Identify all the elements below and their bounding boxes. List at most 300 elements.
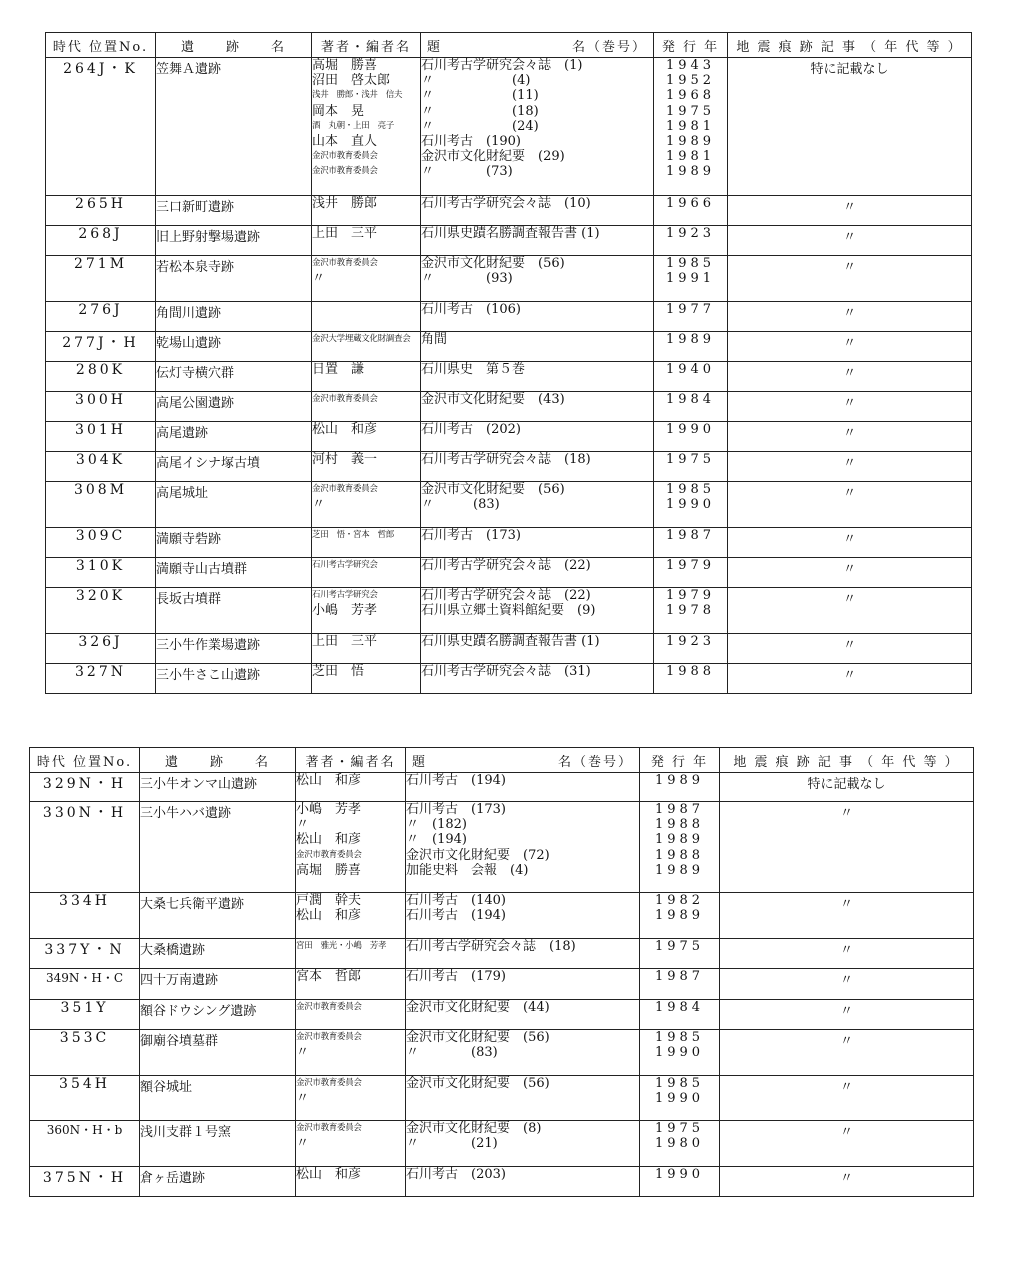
header-era-loc: 時代 位置No. bbox=[30, 748, 140, 773]
header-title-right: 名（巻号） bbox=[557, 754, 633, 770]
author-line: 金沢市教育委員会 bbox=[296, 1032, 362, 1042]
header-year: 発 行 年 bbox=[654, 33, 728, 58]
cell-titles bbox=[406, 802, 640, 893]
cell-note: 〃 bbox=[720, 939, 974, 969]
table-row bbox=[30, 1167, 974, 1197]
cell-years bbox=[640, 1167, 720, 1197]
year-line: 1985 bbox=[654, 1076, 705, 1091]
title-line: 石川考古 (179) bbox=[406, 969, 506, 984]
year-line: 1981 bbox=[665, 118, 716, 134]
cell-authors bbox=[296, 939, 406, 969]
title-line: 〃 (83) bbox=[421, 497, 500, 513]
cell-authors bbox=[312, 558, 421, 588]
table-body-2 bbox=[30, 773, 974, 1197]
year-line: 1984 bbox=[665, 392, 716, 407]
table-row bbox=[30, 1076, 974, 1121]
author-line: 金沢市教育委員会 bbox=[296, 1123, 362, 1133]
table-row bbox=[30, 773, 974, 802]
title-line: 〃 (83) bbox=[406, 1045, 498, 1061]
cell-site: 旧上野射撃場遺跡 bbox=[156, 226, 312, 256]
title-line: 〃 (194) bbox=[406, 832, 467, 848]
author-line: 〃 bbox=[296, 1045, 310, 1061]
cell-titles bbox=[421, 558, 654, 588]
title-line: 〃 (11) bbox=[421, 88, 539, 104]
table-row bbox=[46, 664, 972, 694]
title-line: 石川考古 (173) bbox=[421, 528, 521, 543]
cell-note: 〃 bbox=[720, 802, 974, 893]
cell-note: 〃 bbox=[728, 558, 972, 588]
table-row bbox=[30, 939, 974, 969]
author-line: 宮田 雅光・小嶋 芳孝 bbox=[296, 941, 387, 951]
author-line: 金沢市教育委員会 bbox=[312, 394, 378, 404]
table-row bbox=[46, 588, 972, 634]
cell-code: 349N・H・C bbox=[30, 969, 140, 1000]
title-line: 石川考古 (106) bbox=[421, 302, 521, 317]
cell-titles bbox=[406, 893, 640, 939]
title-line: 石川県史 第５巻 bbox=[421, 362, 526, 377]
cell-note: 〃 bbox=[728, 664, 972, 694]
title-line: 金沢市文化財紀要 (8) bbox=[406, 1121, 542, 1136]
author-line: 〃 bbox=[296, 1136, 310, 1152]
year-line: 1984 bbox=[654, 1000, 705, 1015]
year-line: 1980 bbox=[654, 1136, 705, 1152]
author-line: 金沢市教育委員会 bbox=[296, 1002, 362, 1012]
cell-years bbox=[654, 558, 728, 588]
cell-years bbox=[640, 969, 720, 1000]
title-line: 〃 (18) bbox=[421, 103, 539, 119]
cell-years bbox=[640, 802, 720, 893]
table-row bbox=[30, 893, 974, 939]
cell-titles bbox=[406, 773, 640, 802]
cell-note: 〃 bbox=[728, 362, 972, 392]
author-line: 日置 謙 bbox=[312, 362, 365, 377]
year-line: 1987 bbox=[654, 802, 705, 817]
cell-note: 〃 bbox=[720, 1121, 974, 1167]
title-line: 〃 (21) bbox=[406, 1136, 498, 1152]
title-line: 〃 (4) bbox=[421, 73, 531, 89]
cell-code: 329N・H bbox=[30, 773, 140, 802]
cell-years bbox=[654, 634, 728, 664]
title-line: 金沢市文化財紀要 (56) bbox=[421, 482, 565, 497]
year-line: 1988 bbox=[665, 664, 716, 679]
author-line: 金沢市教育委員会 bbox=[296, 1078, 362, 1088]
year-line: 1952 bbox=[665, 73, 716, 89]
title-line: 金沢市文化財紀要 (56) bbox=[406, 1076, 550, 1091]
year-line: 1988 bbox=[654, 817, 705, 833]
year-line: 1966 bbox=[665, 196, 716, 211]
cell-note: 〃 bbox=[728, 332, 972, 362]
title-line: 石川考古学研究会々誌 (10) bbox=[421, 196, 591, 211]
cell-titles bbox=[421, 482, 654, 528]
title-line: 金沢市文化財紀要 (56) bbox=[421, 256, 565, 271]
year-line: 1987 bbox=[654, 969, 705, 984]
cell-note: 〃 bbox=[728, 196, 972, 226]
year-line: 1943 bbox=[665, 58, 716, 73]
author-line: 河村 義一 bbox=[312, 452, 378, 467]
author-line: 上田 三平 bbox=[312, 634, 378, 649]
cell-years bbox=[654, 256, 728, 302]
cell-site: 額谷ドウシング遺跡 bbox=[140, 1000, 296, 1030]
table-row bbox=[46, 558, 972, 588]
cell-site: 四十万南遺跡 bbox=[140, 969, 296, 1000]
cell-code: 300H bbox=[46, 392, 156, 422]
cell-authors bbox=[312, 362, 421, 392]
title-line: 石川考古学研究会々誌 (18) bbox=[421, 452, 591, 467]
year-line: 1923 bbox=[665, 634, 716, 649]
header-note: 地 震 痕 跡 記 事 （ 年 代 等 ） bbox=[728, 33, 972, 58]
cell-titles bbox=[421, 588, 654, 634]
cell-site: 御廟谷墳墓群 bbox=[140, 1030, 296, 1076]
year-line: 1989 bbox=[665, 164, 716, 180]
cell-titles bbox=[406, 1030, 640, 1076]
year-line: 1968 bbox=[665, 88, 716, 104]
table-header bbox=[46, 33, 972, 58]
author-line: 松山 和彦 bbox=[296, 908, 362, 924]
cell-titles bbox=[421, 226, 654, 256]
cell-site: 三小牛オンマ山遺跡 bbox=[140, 773, 296, 802]
cell-titles bbox=[421, 422, 654, 452]
author-line: 金沢市教育委員会 bbox=[296, 849, 362, 860]
header-title-left: 題 bbox=[412, 754, 428, 770]
title-line: 金沢市文化財紀要 (29) bbox=[421, 149, 565, 165]
records-table-1 bbox=[45, 32, 972, 694]
cell-authors bbox=[296, 773, 406, 802]
title-line: 石川県立郷土資料館紀要 (9) bbox=[421, 603, 596, 619]
title-line: 石川県史蹟名勝調査報告書 (1) bbox=[421, 226, 600, 241]
cell-authors bbox=[296, 893, 406, 939]
author-line: 芝田 悟・宮本 哲郎 bbox=[312, 530, 395, 540]
year-line: 1977 bbox=[665, 302, 716, 317]
cell-code: 330N・H bbox=[30, 802, 140, 893]
author-line: 金沢市教育委員会 bbox=[312, 151, 378, 162]
year-line: 1975 bbox=[654, 1121, 705, 1136]
cell-code: 326J bbox=[46, 634, 156, 664]
author-line: 〃 bbox=[296, 1091, 310, 1107]
header-author: 著者・編者名 bbox=[312, 33, 421, 58]
title-line: 〃 (93) bbox=[421, 271, 513, 287]
author-line: 浅井 勝郎 bbox=[312, 196, 378, 211]
cell-code: 271M bbox=[46, 256, 156, 302]
cell-note: 特に記載なし bbox=[728, 58, 972, 196]
cell-years bbox=[640, 1000, 720, 1030]
table-row bbox=[46, 332, 972, 362]
cell-code: 265H bbox=[46, 196, 156, 226]
cell-site: 伝灯寺横穴群 bbox=[156, 362, 312, 392]
cell-note: 〃 bbox=[728, 226, 972, 256]
author-line: 石川考古学研究会 bbox=[312, 590, 378, 600]
table-row bbox=[46, 482, 972, 528]
cell-code: 353C bbox=[30, 1030, 140, 1076]
table-row bbox=[46, 256, 972, 302]
cell-note: 〃 bbox=[720, 893, 974, 939]
cell-years bbox=[654, 362, 728, 392]
cell-site: 角間川遺跡 bbox=[156, 302, 312, 332]
cell-titles bbox=[421, 392, 654, 422]
cell-note: 〃 bbox=[728, 452, 972, 482]
cell-site: 高尾遺跡 bbox=[156, 422, 312, 452]
cell-code: 309C bbox=[46, 528, 156, 558]
year-line: 1987 bbox=[665, 528, 716, 543]
cell-titles bbox=[406, 969, 640, 1000]
cell-authors bbox=[312, 452, 421, 482]
records-table-2 bbox=[29, 747, 974, 1197]
table-row bbox=[46, 362, 972, 392]
title-line: 石川考古 (202) bbox=[421, 422, 521, 437]
cell-years bbox=[654, 392, 728, 422]
cell-titles bbox=[421, 302, 654, 332]
title-line: 石川県史蹟名勝調査報告書 (1) bbox=[421, 634, 600, 649]
cell-note: 〃 bbox=[728, 482, 972, 528]
author-line: 芝田 悟 bbox=[312, 664, 365, 679]
cell-code: 337Y・N bbox=[30, 939, 140, 969]
author-line: 岡本 晃 bbox=[312, 103, 365, 119]
author-line: 松山 和彦 bbox=[296, 832, 362, 848]
cell-site: 高尾公園遺跡 bbox=[156, 392, 312, 422]
year-line: 1975 bbox=[665, 452, 716, 467]
cell-note: 〃 bbox=[728, 588, 972, 634]
cell-years bbox=[654, 588, 728, 634]
table-row bbox=[46, 392, 972, 422]
cell-years bbox=[640, 1030, 720, 1076]
cell-authors bbox=[312, 422, 421, 452]
cell-site: 満願寺山古墳群 bbox=[156, 558, 312, 588]
cell-titles bbox=[421, 452, 654, 482]
cell-authors bbox=[312, 332, 421, 362]
cell-site: 三小牛ハバ遺跡 bbox=[140, 802, 296, 893]
author-line: 金沢市教育委員会 bbox=[312, 484, 378, 494]
year-line: 1978 bbox=[665, 603, 716, 619]
title-line: 石川考古 (203) bbox=[406, 1167, 506, 1182]
author-line: 〃 bbox=[296, 817, 310, 833]
cell-site: 満願寺砦跡 bbox=[156, 528, 312, 558]
cell-code: 327N bbox=[46, 664, 156, 694]
author-line: 〃 bbox=[312, 497, 326, 513]
title-line: 角間 bbox=[421, 332, 448, 347]
table-row bbox=[30, 1000, 974, 1030]
year-line: 1989 bbox=[665, 133, 716, 149]
cell-code: 264J・K bbox=[46, 58, 156, 196]
cell-code: 280K bbox=[46, 362, 156, 392]
author-line: 小嶋 芳孝 bbox=[296, 802, 362, 817]
cell-titles bbox=[406, 1167, 640, 1197]
cell-site: 倉ヶ岳遺跡 bbox=[140, 1167, 296, 1197]
cell-code: 354H bbox=[30, 1076, 140, 1121]
title-line: 石川考古 (190) bbox=[421, 133, 521, 149]
header-title-right: 名（巻号） bbox=[571, 39, 647, 55]
year-line: 1990 bbox=[665, 497, 716, 513]
title-line: 石川考古学研究会々誌 (18) bbox=[406, 939, 576, 954]
cell-note: 〃 bbox=[728, 422, 972, 452]
year-line: 1990 bbox=[665, 422, 716, 437]
cell-site: 三小牛さこ山遺跡 bbox=[156, 664, 312, 694]
header-title bbox=[406, 748, 640, 773]
author-line: 沼田 啓太郎 bbox=[312, 73, 391, 89]
table-row bbox=[46, 302, 972, 332]
cell-titles bbox=[421, 634, 654, 664]
author-line: 石川考古学研究会 bbox=[312, 560, 378, 570]
cell-titles bbox=[421, 362, 654, 392]
cell-code: 334H bbox=[30, 893, 140, 939]
title-line: 〃 (24) bbox=[421, 118, 539, 134]
table-row bbox=[30, 1121, 974, 1167]
cell-code: 277J・H bbox=[46, 332, 156, 362]
title-line: 金沢市文化財紀要 (43) bbox=[421, 392, 565, 407]
year-line: 1989 bbox=[654, 832, 705, 848]
year-line: 1940 bbox=[665, 362, 716, 377]
cell-code: 301H bbox=[46, 422, 156, 452]
year-line: 1989 bbox=[665, 332, 716, 347]
cell-code: 310K bbox=[46, 558, 156, 588]
cell-site: 大桑橋遺跡 bbox=[140, 939, 296, 969]
year-line: 1981 bbox=[665, 149, 716, 165]
cell-authors bbox=[296, 1030, 406, 1076]
year-line: 1979 bbox=[665, 558, 716, 573]
title-line: 石川考古学研究会々誌 (1) bbox=[421, 58, 583, 73]
author-line: 浅井 勝郎・浅井 信夫 bbox=[312, 90, 403, 101]
year-line: 1991 bbox=[665, 271, 716, 287]
author-line: 小嶋 芳孝 bbox=[312, 603, 378, 619]
cell-authors bbox=[312, 634, 421, 664]
cell-note: 特に記載なし bbox=[720, 773, 974, 802]
cell-titles bbox=[421, 528, 654, 558]
title-line: 石川考古 (173) bbox=[406, 802, 506, 817]
cell-code: 360N・H・b bbox=[30, 1121, 140, 1167]
title-line: 金沢市文化財紀要 (72) bbox=[406, 847, 550, 863]
title-line: 加能史料 会報 (4) bbox=[406, 862, 529, 878]
author-line: 松山 和彦 bbox=[312, 422, 378, 437]
title-line: 〃 (73) bbox=[421, 164, 513, 180]
table-row bbox=[46, 422, 972, 452]
table-row bbox=[30, 802, 974, 893]
cell-years bbox=[654, 226, 728, 256]
cell-note: 〃 bbox=[728, 392, 972, 422]
cell-note: 〃 bbox=[720, 1167, 974, 1197]
year-line: 1990 bbox=[654, 1167, 705, 1182]
cell-years bbox=[654, 452, 728, 482]
cell-note: 〃 bbox=[720, 1076, 974, 1121]
cell-code: 351Y bbox=[30, 1000, 140, 1030]
cell-titles bbox=[421, 58, 654, 196]
header-title-left: 題 bbox=[427, 39, 443, 55]
cell-years bbox=[654, 302, 728, 332]
header-era-loc: 時代 位置No. bbox=[46, 33, 156, 58]
cell-code: 375N・H bbox=[30, 1167, 140, 1197]
table-row bbox=[46, 528, 972, 558]
table-row bbox=[46, 196, 972, 226]
author-line: 金沢市教育委員会 bbox=[312, 258, 378, 268]
title-line: 石川考古学研究会々誌 (22) bbox=[421, 558, 591, 573]
cell-authors bbox=[312, 588, 421, 634]
author-line: 松山 和彦 bbox=[296, 1167, 362, 1182]
cell-site: 三小牛作業場遺跡 bbox=[156, 634, 312, 664]
author-line: 宮本 哲郎 bbox=[296, 969, 362, 984]
author-line: 松山 和彦 bbox=[296, 773, 362, 788]
cell-titles bbox=[406, 939, 640, 969]
year-line: 1989 bbox=[654, 773, 705, 788]
cell-years bbox=[654, 58, 728, 196]
year-line: 1988 bbox=[654, 847, 705, 863]
table-row bbox=[46, 452, 972, 482]
cell-site: 高尾城址 bbox=[156, 482, 312, 528]
author-line: 金沢大学埋蔵文化財調査会 bbox=[312, 334, 411, 344]
cell-site: 笠舞Ａ遺跡 bbox=[156, 58, 312, 196]
cell-site: 長坂古墳群 bbox=[156, 588, 312, 634]
cell-titles bbox=[421, 332, 654, 362]
cell-years bbox=[640, 773, 720, 802]
cell-authors bbox=[296, 969, 406, 1000]
year-line: 1990 bbox=[654, 1091, 705, 1107]
cell-site: 浅川支群１号窯 bbox=[140, 1121, 296, 1167]
cell-years bbox=[654, 422, 728, 452]
title-line: 〃 (182) bbox=[406, 817, 467, 833]
cell-authors bbox=[296, 1167, 406, 1197]
cell-authors bbox=[312, 664, 421, 694]
cell-code: 268J bbox=[46, 226, 156, 256]
table-header bbox=[30, 748, 974, 773]
cell-years bbox=[654, 332, 728, 362]
cell-authors bbox=[312, 302, 421, 332]
title-line: 石川考古 (194) bbox=[406, 773, 506, 788]
cell-years bbox=[654, 482, 728, 528]
author-line bbox=[312, 302, 420, 317]
cell-code: 308M bbox=[46, 482, 156, 528]
year-line: 1985 bbox=[665, 482, 716, 497]
title-line: 石川考古学研究会々誌 (31) bbox=[421, 664, 591, 679]
cell-years bbox=[640, 893, 720, 939]
title-line: 石川考古 (140) bbox=[406, 893, 506, 908]
cell-note: 〃 bbox=[728, 634, 972, 664]
cell-titles bbox=[406, 1076, 640, 1121]
cell-authors bbox=[296, 1000, 406, 1030]
year-line: 1985 bbox=[654, 1030, 705, 1045]
cell-years bbox=[654, 664, 728, 694]
title-line: 金沢市文化財紀要 (44) bbox=[406, 1000, 550, 1015]
author-line: 〃 bbox=[312, 271, 326, 287]
table-row bbox=[46, 58, 972, 196]
cell-titles bbox=[421, 256, 654, 302]
header-year: 発 行 年 bbox=[640, 748, 720, 773]
cell-years bbox=[640, 1121, 720, 1167]
table-body-1 bbox=[46, 58, 972, 694]
cell-site: 高尾イシナ塚古墳 bbox=[156, 452, 312, 482]
cell-years bbox=[640, 939, 720, 969]
cell-authors bbox=[296, 1076, 406, 1121]
cell-note: 〃 bbox=[728, 528, 972, 558]
cell-site: 大桑七兵衛平遺跡 bbox=[140, 893, 296, 939]
header-author: 著者・編者名 bbox=[296, 748, 406, 773]
author-line: 金沢市教育委員会 bbox=[312, 166, 378, 177]
cell-authors bbox=[312, 58, 421, 196]
cell-note: 〃 bbox=[720, 969, 974, 1000]
title-line: 石川考古学研究会々誌 (22) bbox=[421, 588, 591, 603]
year-line: 1923 bbox=[665, 226, 716, 241]
year-line: 1975 bbox=[665, 103, 716, 119]
cell-code: 320K bbox=[46, 588, 156, 634]
table-row bbox=[46, 634, 972, 664]
table-row bbox=[46, 226, 972, 256]
year-line: 1982 bbox=[654, 893, 705, 908]
title-line: 金沢市文化財紀要 (56) bbox=[406, 1030, 550, 1045]
cell-authors bbox=[312, 392, 421, 422]
author-line: 上田 三平 bbox=[312, 226, 378, 241]
cell-authors bbox=[312, 226, 421, 256]
year-line: 1989 bbox=[654, 908, 705, 924]
cell-titles bbox=[406, 1000, 640, 1030]
cell-note: 〃 bbox=[720, 1000, 974, 1030]
cell-authors bbox=[296, 1121, 406, 1167]
cell-site: 三口新町遺跡 bbox=[156, 196, 312, 226]
header-site: 遺 跡 名 bbox=[156, 33, 312, 58]
